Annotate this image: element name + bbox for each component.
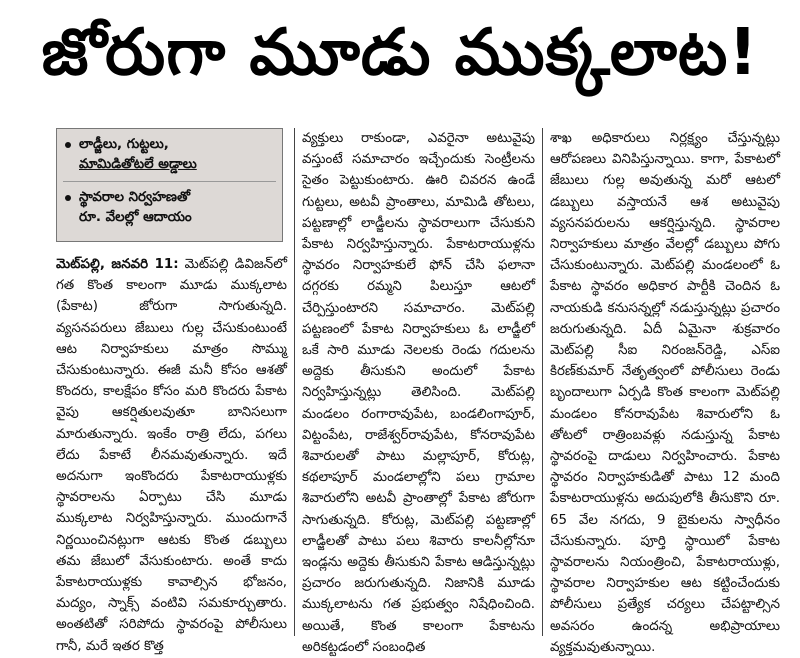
highlight-item [63,188,276,228]
bullet-icon [65,142,71,148]
highlight-line: స్థావరాల నిర్వహణతో [79,190,191,205]
column-divider [542,128,543,636]
headline: జోరుగా మూడు ముక్కలాట! [41,15,759,90]
highlight-line: రూ. వేలల్లో ఆదాయం [79,210,192,225]
article-text: శాఖ అధికారులు నిర్లక్ష్యం చేస్తున్నట్లు ఆరోపణలు వినిపిస్తున్నాయి. కాగా, పేకాటలో జేబులు గుల్ల అవుతున్న మరో ఆటలో డబ్బులు వస్తాయనే ఆశ అటువైపు వ్యసనపరులను ఆకర్షిస్తున్నది. స్థావరాల నిర్వాహకులు మాత్రం వేలల్లో డబ్బులు పోగు చేసుకుంటున్నారు. మెట్‌పల్లి మండలంలో ఓ పేకాట స్థావరం అధికార పార్టీకి చెందిన ఓ నాయకుడి కనుసన్నల్లో నడుస్తున్నట్లు ప్రచారం జరుగుతున్నది. ఏదీ ఏమైనా శుక్రవారం మెట్‌పల్లి సీఐ నిరంజన్‌రెడ్డి, ఎస్ఐ కిరణ్‌కుమార్ నేతృత్వంలో పోలీసులు రెండు బృందాలుగా ఏర్పడి కొంత కాలంగా మెట్‌పల్లి మండలం కోనరావుపేట శివారులోని ఓ తోటలో రాత్రింబవళ్లు నడుస్తున్న పేకాట స్థావరంపై దాడులు నిర్వహించారు. పేకాట స్థావరం నిర్వాహకుడితో పాటు 12 మంది పేకాటరాయుళ్లను అదుపులోకి తీసుకొని రూ. 65 వేల నగదు, 9 బైకులను స్వాధీనం చేసుకున్నారు. పూర్తి స్థాయిలో పేకాట స్థావరాలను నియంత్రించి, పేకాటరాయుళ్లు, స్థావరాల నిర్వాహకుల ఆట కట్టించేందుకు పోలీసులు ప్రత్యేక చర్యలు చేపట్టాల్సిన అవసరం ఉందన్న అభిప్రాయాలు వ్యక్తమవుతున్నాయి. [550,131,780,655]
article-column-3 [550,128,780,655]
article-column-1 [56,254,287,654]
highlight-divider [63,181,276,182]
highlight-line: లాడ్జీలు, గుట్టలు, [79,137,169,152]
article-text: మెట్‌పల్లి డివిజన్‌లో గత కొంత కాలంగా మూడు ముక్కలాట (పేకాట) జోరుగా సాగుతున్నది. వ్యసనపరులు జేబులు గుల్ల చేసుకుంటుంటే ఆట నిర్వాహకులు మాత్రం సొమ్ము చేసుకుంటున్నారు. ఈజీ మనీ కోసం ఆశతో కొందరు, కాలక్షేపం కోసం మరి కొందరు పేకాట వైపు ఆకర్షితులవుతూ బానిసలుగా మారుతున్నారు. ఇంకేం రాత్రి లేదు, పగలు లేదు పేకాటే లీనమవుతున్నారు. ఇదే అదనుగా ఇంకొందరు పేకాటరాయుళ్లకు స్థావరాలను ఏర్పాటు చేసి మూడు ముక్కలాట నిర్వహిస్తున్నారు. ముందుగానే నిర్ణయించినట్లుగా ఆటకు కొంత డబ్బులు తమ జేబులో వేసుకుంటారు. అంతే కాదు పేకాటరాయుళ్లకు కావాల్సిన భోజనం, మద్యం, స్నాక్స్ వంటివి సమకూర్చుతారు. అంతటితో సరిపోదు స్థావరంపై పోలీసులు గానీ, మరే ఇతర కొత్త [56,257,287,654]
article-column-2 [302,128,535,655]
column-divider [294,128,295,636]
highlight-line: మామిడితోటలే అడ్డాలు [79,157,197,172]
article-text: వ్యక్తులు రాకుండా, ఎవరైనా అటువైపు వస్తుంటే సమాచారం ఇచ్చేందుకు సెంట్రీలను సైతం పెట్టుకుంటారు. ఊరి చివరన ఉండే గుట్టలు, అటవీ ప్రాంతాలు, మామిడి తోటలు, పట్టణాల్లో లాడ్జీలను స్థావరాలుగా చేసుకుని పేకాట నిర్వహిస్తున్నారు. పేకాటరాయుళ్లను స్థావరం నిర్వాహకులే ఫోన్ చేసి ఫలానా దగ్గరకు రమ్మని పిలుస్తూ ఆటలో చేర్పిస్తుంటారని సమాచారం. మెట్‌పల్లి పట్టణంలో పేకాట నిర్వాహకులు ఓ లాడ్జీలో ఒకే సారి మూడు నెలలకు రెండు గదులను అద్దెకు తీసుకుని అందులో పేకాట నిర్వహిస్తున్నట్లు తెలిసింది. మెట్‌పల్లి మండలం రంగారావుపేట, బండలింగాపూర్, విట్టంపేట, రాజేశ్వర్‌రావుపేట, కోనరావుపేట శివారులతో పాటు మల్లాపూర్, కోరుట్ల, కథలాపూర్ మండలాల్లోని పలు గ్రామాల శివారులోని అటవీ ప్రాంతాల్లో పేకాట జోరుగా సాగుతున్నది. కోరుట్ల, మెట్‌పల్లి పట్టణాల్లో లాడ్జీలతో పాటు పలు శివారు కాలనీల్లోనూ ఇండ్లను అద్దెకు తీసుకుని పేకాట ఆడిస్తున్నట్లు ప్రచారం జరుగుతున్నది. నిజానికి మూడు ముక్కలాటను గత ప్రభుత్వం నిషేధించింది. అయితే, కొంత కాలంగా పేకాటను అరికట్టడంలో సంబంధిత [302,131,535,655]
article-paragraph [56,254,287,657]
bullet-icon [65,195,71,201]
highlights-box [56,128,283,242]
highlight-item [63,135,276,175]
dateline: మెట్‌పల్లి, జనవరి 11: [56,257,179,272]
